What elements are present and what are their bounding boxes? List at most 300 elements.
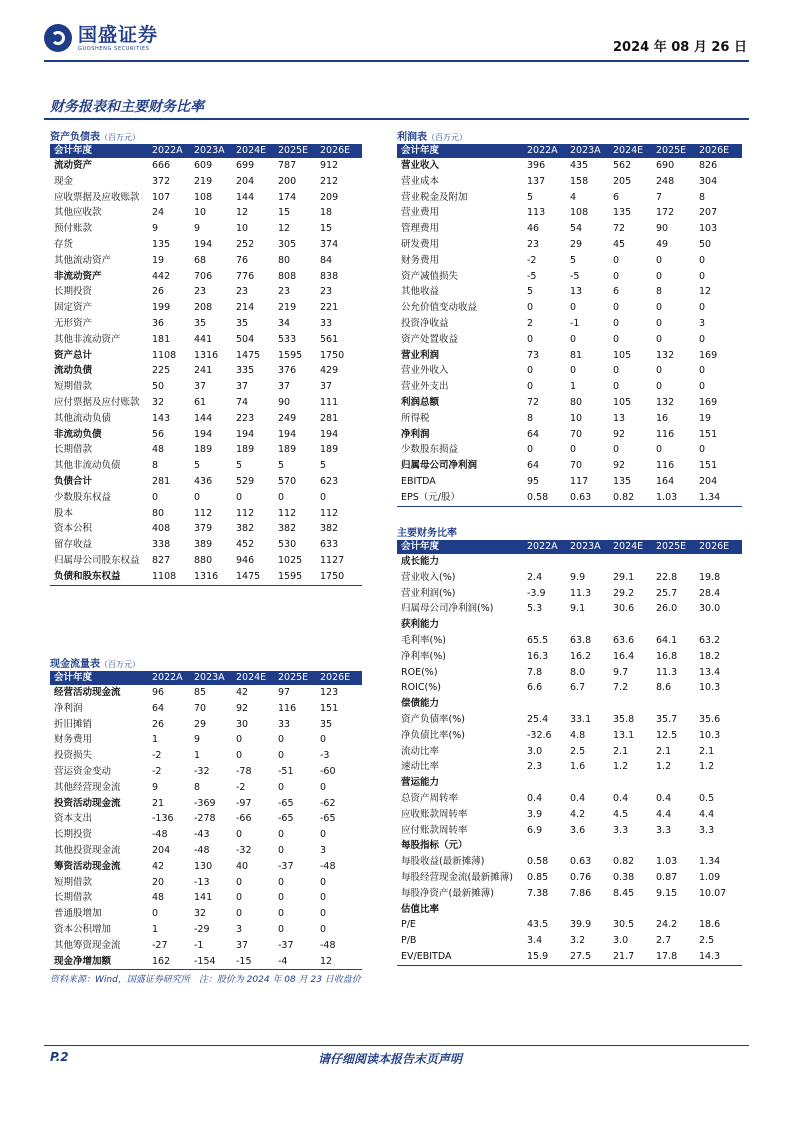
- cell-value: 208: [194, 302, 213, 314]
- cell-value: 112: [320, 507, 339, 519]
- cell-value: 48: [152, 892, 165, 904]
- cell-value: 0: [278, 876, 285, 888]
- cell-value: 3.4: [527, 935, 543, 947]
- cell-value: -62: [320, 797, 336, 809]
- cell-value: 335: [236, 365, 255, 377]
- table-row: [397, 570, 742, 586]
- table-row: [397, 902, 742, 918]
- cell-value: 0.4: [656, 792, 672, 804]
- cell-value: 54: [570, 223, 583, 235]
- cell-value: 0: [278, 908, 285, 920]
- balance-sheet-title-text: 资产负债表: [50, 132, 100, 143]
- cell-value: 379: [194, 523, 213, 535]
- cell-value: 0: [236, 734, 243, 746]
- cell-value: 8.6: [656, 682, 672, 694]
- cell-value: 0: [613, 270, 620, 282]
- cell-value: 609: [194, 160, 213, 171]
- cell-value: 73: [527, 349, 540, 361]
- cell-value: -13: [194, 876, 210, 888]
- cell-value: [570, 838, 613, 854]
- cell-value: [613, 902, 656, 918]
- cell-value: 1.03: [656, 856, 678, 868]
- row-label: 其他非流动负债: [54, 460, 121, 472]
- cell-value: 429: [320, 365, 339, 377]
- cell-value: -3: [320, 750, 330, 762]
- cell-value: 0: [699, 381, 706, 393]
- row-label: EPS（元/股）: [397, 490, 527, 506]
- table-row: [397, 332, 742, 348]
- cell-value: 56: [152, 428, 165, 440]
- cash-flow-title-text: 现金流量表: [50, 659, 100, 670]
- row-label: 长期投资: [54, 829, 93, 841]
- cell-value: 1025: [278, 554, 303, 566]
- cell-value: [527, 838, 570, 854]
- cell-value: 3: [236, 923, 243, 935]
- cell-value: 9.15: [656, 887, 678, 899]
- cell-value: 189: [194, 444, 213, 456]
- row-label: 归属母公司净利润(%): [401, 603, 494, 615]
- cell-value: -5: [570, 270, 580, 282]
- table-row: [50, 458, 362, 474]
- cell-value: 0.58: [527, 490, 570, 506]
- table-row: [397, 411, 742, 427]
- section-title: 财务报表和主要财务比率: [50, 99, 204, 115]
- cell-value: 181: [152, 333, 171, 345]
- cell-value: 0: [278, 781, 285, 793]
- row-label: P/B: [401, 935, 417, 947]
- cell-value: 0: [278, 734, 285, 746]
- income-statement-unit: （百万元）: [427, 133, 467, 142]
- table-row: [397, 680, 742, 696]
- cell-value: 23: [278, 286, 291, 298]
- cell-value: 808: [278, 270, 297, 282]
- cell-value: 0: [656, 254, 663, 266]
- cell-value: 2.3: [527, 761, 543, 773]
- year-header: 2022A: [152, 671, 194, 685]
- cell-value: 199: [152, 302, 171, 314]
- cell-value: 0: [613, 254, 620, 266]
- cell-value: 0: [656, 270, 663, 282]
- cell-value: 19: [699, 412, 712, 424]
- cell-value: 204: [236, 175, 255, 187]
- ratios-title-text: 主要财务比率: [397, 528, 457, 539]
- row-label: 资本支出: [54, 813, 93, 825]
- table-row: [50, 190, 362, 206]
- cell-value: -1: [194, 939, 204, 951]
- table-row: [397, 269, 742, 285]
- cell-value: -32: [194, 765, 210, 777]
- cell-value: 207: [699, 207, 718, 219]
- year-header: 2025E: [656, 540, 699, 554]
- cell-value: 21.7: [613, 949, 656, 965]
- table-row: [50, 332, 362, 348]
- cell-value: 169: [699, 396, 718, 408]
- table-row: [397, 253, 742, 269]
- table-row: [50, 537, 362, 553]
- cell-value: 0: [320, 781, 327, 793]
- row-label: 资产总计: [54, 349, 93, 361]
- year-header: 2024E: [613, 144, 656, 158]
- cell-value: 0: [236, 829, 243, 841]
- income-statement-title-text: 利润表: [397, 132, 427, 143]
- row-label: 资产处置收益: [401, 333, 459, 345]
- cell-value: 70: [570, 428, 583, 440]
- table-row: [50, 827, 362, 843]
- cell-value: 0: [236, 908, 243, 920]
- cell-value: 212: [320, 175, 339, 187]
- cell-value: 42: [236, 687, 249, 698]
- table-row: [50, 843, 362, 859]
- cell-value: 13.1: [613, 729, 635, 741]
- cell-value: 374: [320, 238, 339, 250]
- cell-value: 74: [236, 396, 249, 408]
- cell-value: 9.7: [613, 666, 629, 678]
- section-label: 营运能力: [401, 777, 440, 789]
- cell-value: [656, 617, 699, 633]
- cell-value: 248: [656, 175, 675, 187]
- cell-value: 7.86: [570, 887, 592, 899]
- cell-value: 16.8: [656, 650, 678, 662]
- cell-value: [527, 696, 570, 712]
- table-row: [397, 363, 742, 379]
- cell-value: 561: [320, 333, 339, 345]
- cell-value: 1.2: [656, 761, 672, 773]
- cell-value: [527, 617, 570, 633]
- cell-value: 92: [613, 428, 626, 440]
- cell-value: -66: [236, 813, 252, 825]
- table-row: [397, 348, 742, 364]
- cell-value: 194: [194, 238, 213, 250]
- logo-name: 国盛证券: [78, 24, 159, 46]
- table-row: [397, 174, 742, 190]
- cell-value: 1.2: [699, 761, 715, 773]
- cell-value: -48: [320, 939, 336, 951]
- balance-sheet-unit: （百万元）: [100, 133, 140, 142]
- cell-value: 43.5: [527, 919, 549, 931]
- cell-value: 29.2: [613, 587, 635, 599]
- row-label: 研发费用: [401, 238, 440, 250]
- cell-value: 249: [278, 412, 297, 424]
- year-header: 2023A: [194, 144, 236, 158]
- table-row: [397, 838, 742, 854]
- company-logo: [44, 24, 180, 54]
- cell-value: 37: [278, 381, 291, 393]
- cell-value: 690: [656, 160, 675, 171]
- cell-value: 0: [278, 750, 285, 762]
- row-label: 流动比率: [401, 745, 440, 757]
- cell-value: 28.4: [699, 587, 721, 599]
- cell-value: 81: [570, 349, 583, 361]
- row-label: 管理费用: [401, 223, 440, 235]
- cell-value: 12: [699, 286, 712, 298]
- cell-value: 1475: [236, 349, 261, 361]
- table-row: [397, 649, 742, 665]
- cell-value: 4.2: [570, 808, 586, 820]
- header-label: 会计年度: [50, 671, 152, 685]
- cell-value: 15.9: [527, 949, 570, 965]
- row-label: 每股净资产(最新摊薄): [401, 887, 494, 899]
- row-label: 预付账款: [54, 223, 93, 235]
- cell-value: 143: [152, 412, 171, 424]
- cell-value: 135: [613, 475, 632, 487]
- cell-value: 442: [152, 270, 171, 282]
- cell-value: 40: [236, 860, 249, 872]
- cell-value: 9.9: [570, 571, 586, 583]
- cell-value: 194: [194, 428, 213, 440]
- cell-value: 706: [194, 270, 213, 282]
- row-label: 公允价值变动收益: [401, 302, 478, 314]
- cell-value: 452: [236, 539, 255, 551]
- cell-value: 1750: [320, 349, 345, 361]
- cell-value: 0: [152, 908, 159, 920]
- cell-value: 0.63: [570, 490, 613, 506]
- row-label: 折旧摊销: [54, 718, 93, 730]
- cell-value: -3.9: [527, 587, 546, 599]
- cell-value: -2: [236, 781, 246, 793]
- cell-value: 0.87: [656, 871, 678, 883]
- year-header: 2026E: [320, 144, 362, 158]
- row-label: 经营活动现金流: [54, 687, 121, 698]
- cell-value: 162: [152, 954, 194, 970]
- table-row: [397, 586, 742, 602]
- cell-value: 12: [236, 207, 249, 219]
- cell-value: 0: [656, 444, 663, 456]
- row-label: 长期借款: [54, 892, 93, 904]
- cell-value: 0: [656, 317, 663, 329]
- cell-value: -65: [278, 797, 294, 809]
- table-row: [397, 205, 742, 221]
- cell-value: 0: [699, 444, 706, 456]
- row-label: 非流动资产: [54, 270, 102, 282]
- table-row: [397, 237, 742, 253]
- row-label: 存货: [54, 238, 74, 250]
- cell-value: 530: [278, 539, 297, 551]
- cell-value: 164: [656, 475, 675, 487]
- cell-value: 35: [236, 317, 249, 329]
- cell-value: 25.4: [527, 713, 549, 725]
- cell-value: 0: [278, 844, 285, 856]
- cell-value: 63.2: [699, 634, 721, 646]
- cell-value: 776: [236, 270, 255, 282]
- cell-value: 787: [278, 160, 297, 171]
- cell-value: 2: [527, 317, 534, 329]
- cell-value: 27.5: [570, 949, 613, 965]
- cell-value: [570, 554, 613, 570]
- cell-value: 4.4: [699, 808, 715, 820]
- year-header: 2024E: [613, 540, 656, 554]
- row-label: 其他应收款: [54, 207, 102, 219]
- table-row: [50, 284, 362, 300]
- cell-value: 1316: [194, 349, 219, 361]
- cell-value: 6: [613, 191, 620, 203]
- year-header: 2024E: [236, 144, 278, 158]
- table-row: [397, 823, 742, 839]
- cell-value: 37: [320, 381, 333, 393]
- cell-value: 15: [278, 207, 291, 219]
- table-row: [50, 253, 362, 269]
- cell-value: 26: [152, 718, 165, 730]
- cell-value: 80: [570, 396, 583, 408]
- row-label: 非流动负债: [54, 428, 102, 440]
- cell-value: 76: [236, 254, 249, 266]
- cell-value: 63.6: [613, 634, 635, 646]
- table-row: [397, 775, 742, 791]
- cell-value: 0: [527, 444, 534, 456]
- cell-value: 20: [152, 876, 165, 888]
- cell-value: 130: [194, 860, 213, 872]
- cell-value: [699, 617, 742, 633]
- cell-value: [656, 775, 699, 791]
- table-row: [50, 205, 362, 221]
- cell-value: 5: [527, 286, 534, 298]
- cell-value: 0: [320, 892, 327, 904]
- cell-value: 0.82: [613, 490, 656, 506]
- section-label: 偿债能力: [401, 698, 440, 710]
- cell-value: 105: [613, 349, 632, 361]
- cell-value: 0: [527, 333, 534, 345]
- cell-value: 0: [570, 302, 577, 314]
- header-divider: [44, 60, 749, 62]
- cell-value: 35.8: [613, 713, 635, 725]
- row-label: 流动负债: [54, 365, 93, 377]
- cell-value: 1.34: [699, 490, 742, 506]
- cell-value: 0.85: [527, 871, 549, 883]
- cell-value: 37: [236, 381, 249, 393]
- table-row: [397, 427, 742, 443]
- cell-value: 11.3: [656, 666, 678, 678]
- table-row: [50, 300, 362, 316]
- source-note: 资料来源：Wind，国盛证券研究所 注：股价为 2024 年 08 月 23 日收盘价: [50, 975, 361, 985]
- cell-value: 0: [236, 876, 243, 888]
- cell-value: 36: [152, 317, 165, 329]
- cell-value: 0: [320, 908, 327, 920]
- row-label: 应收账款周转率: [401, 808, 468, 820]
- cell-value: 4.5: [613, 808, 629, 820]
- row-label: 总资产周转率: [401, 792, 459, 804]
- cell-value: 0: [656, 381, 663, 393]
- row-label: 投资净收益: [401, 317, 449, 329]
- table-row: [50, 717, 362, 733]
- table-row: [397, 759, 742, 775]
- row-label: 其他经营现金流: [54, 781, 121, 793]
- table-row: [50, 316, 362, 332]
- cell-value: 37: [194, 381, 207, 393]
- cell-value: -48: [194, 844, 210, 856]
- cell-value: 223: [236, 412, 255, 424]
- cell-value: 12: [278, 223, 291, 235]
- logo-subtitle: GUOSHENG SECURITIES: [78, 46, 150, 52]
- row-label: EBITDA: [401, 475, 436, 487]
- cell-value: 1.09: [699, 871, 721, 883]
- cell-value: 107: [152, 191, 171, 203]
- cell-value: 241: [194, 365, 213, 377]
- cell-value: 151: [699, 460, 718, 472]
- year-header: 2025E: [656, 144, 699, 158]
- cell-value: 144: [236, 191, 255, 203]
- cell-value: 0: [613, 302, 620, 314]
- row-label: P/E: [401, 919, 416, 931]
- cell-value: 3: [699, 317, 706, 329]
- cell-value: 0.76: [570, 871, 592, 883]
- cell-value: [699, 554, 742, 570]
- row-label: 资本公积: [54, 523, 93, 535]
- year-header: 2026E: [320, 671, 362, 685]
- cell-value: 68: [194, 254, 207, 266]
- table-row: [50, 922, 362, 938]
- cell-value: 132: [656, 349, 675, 361]
- row-label: 应付票据及应付账款: [54, 396, 140, 408]
- row-label: 营业收入(%): [401, 571, 456, 583]
- cell-value: 5: [236, 460, 243, 472]
- cell-value: 116: [278, 702, 297, 714]
- cell-value: 189: [236, 444, 255, 456]
- cell-value: 3.3: [699, 824, 715, 836]
- cell-value: 8: [699, 191, 706, 203]
- cell-value: -278: [194, 813, 216, 825]
- table-header-row: [50, 144, 362, 158]
- cell-value: 0: [320, 876, 327, 888]
- cell-value: 9: [194, 734, 201, 746]
- table-row: [50, 363, 362, 379]
- cell-value: 7.8: [527, 666, 543, 678]
- cell-value: 5: [570, 254, 577, 266]
- cell-value: 80: [278, 254, 291, 266]
- cell-value: 194: [320, 428, 339, 440]
- cell-value: 5: [278, 460, 285, 472]
- cell-value: 219: [194, 175, 213, 187]
- table-row: [50, 764, 362, 780]
- cell-value: 3.3: [656, 824, 672, 836]
- table-row: [50, 732, 362, 748]
- cell-value: 3.2: [570, 935, 586, 947]
- cell-value: 97: [278, 687, 291, 698]
- cell-value: 37: [236, 939, 249, 951]
- cell-value: 3.3: [613, 824, 629, 836]
- cell-value: 45: [613, 238, 626, 250]
- cell-value: 0.4: [570, 792, 586, 804]
- table-row: [397, 395, 742, 411]
- table-row: [50, 954, 362, 970]
- cell-value: 112: [278, 507, 297, 519]
- row-label: 营运资金变动: [54, 765, 112, 777]
- table-row: [397, 949, 742, 965]
- cell-value: 0: [613, 365, 620, 377]
- cell-value: -48: [320, 860, 336, 872]
- cell-value: 16.4: [613, 650, 635, 662]
- table-row: [50, 875, 362, 891]
- cell-value: 7.38: [527, 887, 549, 899]
- cell-value: [656, 554, 699, 570]
- cell-value: [570, 775, 613, 791]
- table-row: [397, 744, 742, 760]
- cell-value: 0: [570, 365, 577, 377]
- cell-value: 64: [527, 428, 540, 440]
- cell-value: 200: [278, 175, 297, 187]
- section-label: 成长能力: [401, 556, 440, 567]
- cell-value: 0: [320, 923, 327, 935]
- cell-value: -97: [236, 797, 252, 809]
- cell-value: 0: [699, 302, 706, 314]
- cell-value: 116: [656, 460, 675, 472]
- row-label: 其他流动资产: [54, 254, 112, 266]
- cell-value: 221: [320, 302, 339, 314]
- cell-value: 25.7: [656, 587, 678, 599]
- cash-flow-table: [50, 671, 362, 970]
- cell-value: 1: [570, 381, 577, 393]
- row-label: 无形资产: [54, 317, 93, 329]
- cell-value: 112: [236, 507, 255, 519]
- cell-value: 189: [320, 444, 339, 456]
